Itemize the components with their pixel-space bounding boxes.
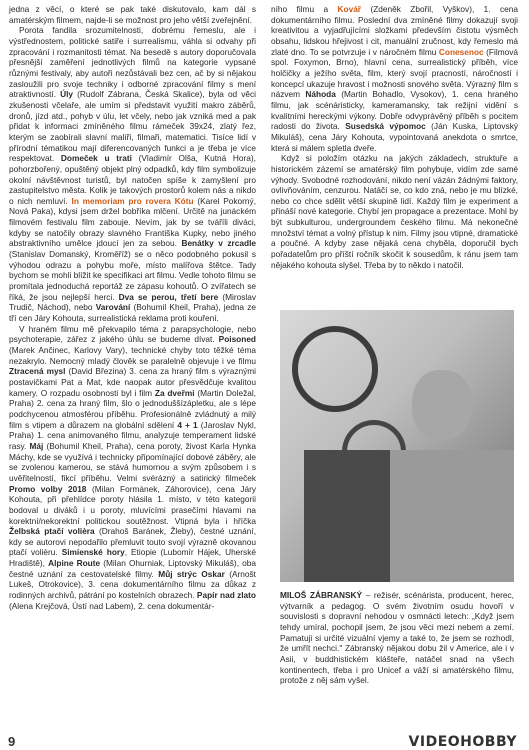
- projector-body: [304, 450, 394, 582]
- film-title: Varování: [95, 302, 131, 313]
- magazine-brand-logo: VIDEOHOBBY: [408, 734, 517, 750]
- text-run: (Drahoš Baránek, Žleby), čestné uznání, kdy se autorovi nepodařilo přemluvit touto svojí výrazně okovanou ptačí volièru.: [9, 526, 256, 558]
- article-paragraph: [9, 324, 256, 612]
- text-run: V hraném filmu mě překvapilo téma z parapsychologie, nebo psychoterapie, zářez z jakého úhlu se budeme dívat.: [9, 323, 256, 345]
- film-title: Susedská výpomoc: [345, 121, 426, 132]
- text-run: (Ján Kuska, Liptovský Mikuláš), cena Járy Kohouta, vypointovaná anekdota o smrtce, která si málem spletla dveře.: [271, 121, 518, 153]
- text-run: (Marek Ančinec, Karlovy Vary), technické chyby toto těžké téma nezakrylo. Nemocný mladý člověk se paralelně objevuje i ve filmu: [9, 345, 256, 366]
- photo-caption: [280, 590, 514, 686]
- text-run: (Alena Krejčová, Ústí nad Labem), 2. cena dokumentár-: [9, 600, 215, 611]
- film-title: Papír nad zlato: [196, 590, 256, 601]
- text-run: (Karel Pokorný, Nová Paka), kdysi jsem držel bobříka mlčení. Určitě na junáckém filmovém festivalu film zabouje. Nevím, jak by se tváříli diváci, kdyby se natočily obrazy slavného Františka Kupky, nebo jiného abstraktivního umělce jdoucí jen za sebou.: [9, 195, 256, 249]
- film-title: Úly: [60, 89, 74, 100]
- film-title: Náhoda: [305, 89, 336, 100]
- film-title-highlight: Conesenoc: [438, 46, 484, 57]
- text-run: (Filmová spol. Foxymon, Brno), hlavní cena, surrealistický příběh, více holčičky a ježího světa, film, který svojí pracností, náročností i koncepcí ukazuje hravost i možnosti snového světa. Výrazný film s názvem: [271, 46, 518, 100]
- person-face: [412, 370, 472, 440]
- text-run: (Bohumil Kheil, Praha), cena poroty, živost Karla Hynka Máchy, kde se využívá i technicky připomínající dobové záběry, ale se zvolenou kamerou, se stává humornou a svým způsobem i s uvěřitelností, fikcí příběhu. Velmi svérázný a satirický filmeček: [9, 440, 257, 483]
- caption-name: MILOŠ ZÁBRANSKÝ: [280, 590, 363, 600]
- text-run: ního filmu a: [271, 4, 338, 14]
- text-run: jedna z věcí, o které se pak také diskutovalo, kam dál s amatérským filmem, najde-li se možnost pro jeho větší zveřejnění.: [9, 4, 256, 25]
- film-title-highlight: In memoriam pro rovera Kótu: [71, 195, 194, 206]
- film-title: Dva se perou, třetí bere: [118, 291, 219, 302]
- caption-text: – režisér, scénárista, producent, herec, výtvarník a pedagog. O svém životním osudu hovoří v souvislosti s dopravní nehodou v osmnácti letech: „Když jsem tehdy umíral, pochopil jsem, že jsou věci mezi nebem a zemí. Pamatuji si určité vizuální vjemy a také to, že jsem se rozhodl, že umřít nechci." Zábranský nějakou dobu žil v Americe, ale i v Asii, v buddhistickém klášteře, natáčel snad na všech kontinentech, třeba i pro Unicef a váží si amatérského filmu, protože z něj sám vyšel.: [280, 590, 514, 686]
- film-title: Simienské hory: [61, 547, 125, 558]
- film-title: Máj: [29, 440, 44, 451]
- text-run: (Milan Ohurniak, Liptovský Mikuláš), oba čestné uznání za cestovatelské filmy.: [9, 558, 256, 579]
- film-title: 4 + 1: [177, 419, 198, 430]
- article-paragraph: [9, 4, 256, 25]
- text-run: (Milan Formánek, Záhorovice), cena Járy Kohouta, při přehlídce poroty hlásila 1. místo, v této kategorii bodoval u diváků i u poroty, mluvícími prasečími hlavami na korektní/nekorektní politickou soutěžnost. Vtipná byla i hříčka: [9, 483, 257, 526]
- text-run: (Rudolf Zábrana, Česká Skalice), byla od věci zkušenosti včelaře, ale umím si představit využití makro záběrů, dronů, jízd atd., pohyb v úlu, let včely, nebo jak vzniká med a pak přidat k informaci zmíněného filmu rámeček 39x24, zlatý řez, kterým se zaobírali slavní malíři, filmaři, matematici. Tisíce lidí v přírodní tématikou mají diferencovaných funkci a je třeba je více respektovat.: [9, 89, 256, 164]
- film-title: Benátky v zrcadle: [181, 238, 256, 249]
- film-title: Promo volby 2018: [9, 483, 87, 494]
- film-title: Poisoned: [218, 334, 256, 345]
- article-column-left: [9, 4, 256, 611]
- film-title: Můj strýc Oskar: [158, 568, 225, 579]
- page-footer: [0, 734, 529, 750]
- text-run: (David Březina) 3. cena za hraný film s výraznými postavičkami Pat a Mat, kde naopak autor přesvědčuje kvalitou kamery. O rozpadu osobnosti byl i film: [9, 366, 256, 398]
- film-reel-icon: [292, 326, 378, 412]
- film-title: Za dveřmi: [154, 387, 195, 398]
- text-run: (Zdeněk Zbořil, Vyškov), 1. cena dokumentárního filmu. Poslední dva zmíněné filmy dokazují svoji kreativitou a vyjadřujícími složkami především čistotu výsměch obsahu, lidskou hřejivost i cit, manuální zručnost, kdy řemeslo má zlaté dno. To se potvrzuje i v náročném filmu: [271, 4, 518, 57]
- article-paragraph: [271, 4, 518, 153]
- film-title: Želbská ptačí volièra: [9, 526, 95, 537]
- film-title: Domeček u trati: [60, 153, 132, 164]
- text-run: (Martin Doležal, Praha) 2. cena za hraný film, šlo o jednoduššízápletku, ale s lépe podchycenou atmosférou příběhu. Profesionálně zvládnutý a milý film s vtipem a důrazem na globální sdělení: [9, 387, 256, 430]
- article-column-right: [271, 4, 518, 270]
- text-run: (Bohumil Kheil, Praha), jedna ze tří cen Járy Kohouta, surrealistická reklama proti kouření.: [9, 302, 256, 324]
- article-paragraph: [271, 153, 518, 270]
- text-run: (Arnošt Lukeš, Otrokovice), 3. cena dokumentárního filmu za důkaz z rodinných archivů, pátrání po kostelních obrazech.: [9, 568, 256, 601]
- person-shirt: [390, 450, 514, 582]
- text-run: (Stanislav Domanský, Kroměříž) se o něco podobného pokusil s výhodou odrazu a pohybu moře, místo malířova štětce. Tady bychom se mohli blížit ke specifikaci art filmu. Vedle tohoto filmu se promítala jednoduchá reportáž ze zápasu kohoutů. O zvířatech se říká, že jsou nejlepší herci.: [9, 249, 256, 302]
- text-run: (Vladimír Olša, Kutná Hora), pohorzbořený, opuštěný objekt plný odpadků, kdy film symbolizuje okolní návštěvnost turistů, byl natočen spíše k zamyšlení pro zastupitelstvo města. Kolik je takových prostorů kolem nás a nikdo o nich nemluví.: [9, 153, 256, 206]
- text-run: Porota fandila srozumitelnosti, dobrému řemeslu, ale i výstřednostem, politické satiře i surrealismu, váhla si odvahy při zpracování i rozmanitosti témat. Na besedě s autory doporučovala přesnější zaměření jednotlivých filmů na kategorie vypsané různými festivaly, aby autoři nezůstávali bez cen, ač by si nějakou zasloužili pro svoje techniky i odborné zpracování filmy s mení atraktivností.: [9, 25, 256, 100]
- text-run: (Jaroslav Nykl, Praha) 1. cena animovaného filmu, analyzuje temperament lidské rasy.: [9, 419, 256, 451]
- portrait-photo: [280, 310, 514, 582]
- film-title: Alpine Route: [48, 558, 101, 569]
- text-run: , Etiopie (Lubomír Hájek, Uherské Hradiště),: [9, 547, 256, 569]
- text-run: Když si položím otázku na jakých základech, struktuře a historickém zázemí se amatérský film pohybuje, vidím zde samé výhody. Svobodné rozhodování, nikdo není vázán žádnými faktory, ovlivňováním, cenzurou. Natáčí se, co kdo zná, nebo je mu blízké, nebo co chce sdělit větší skupině lidí. Každý film je experiment a přináší nové kategorie. Chybí jen propagace a prezentace. Mohl by být subkulturou, undergroundem českého filmu. Má nekonečné množství témat a volný přístup k nim. Filmy jsou vtipné, dramatické a poučné. A kdyby zase nějaká cena chyběla, doporučil bych pořadatelům pro příští ročník skočit k sousedům, k ránu jsem tam nějakého kohouta slyšel. Třeba by to někdo i natočil.: [271, 153, 518, 270]
- article-paragraph: [9, 25, 256, 323]
- page-number: 9: [8, 734, 16, 749]
- text-run: (Miroslav Trudič, Náchod), nebo: [9, 291, 256, 313]
- film-title-highlight: Kovář: [337, 4, 362, 14]
- film-title: Ztracená mysl: [9, 366, 66, 377]
- text-run: (Martin Bohadlo, Vysokov), 1. cena hraného filmu, jak scénáristicky, kameramansky, tak režijní vidění s kvalitními hereckými výkony. Dobře odvyprávěný příběh s pocitem radosti do života.: [271, 89, 518, 132]
